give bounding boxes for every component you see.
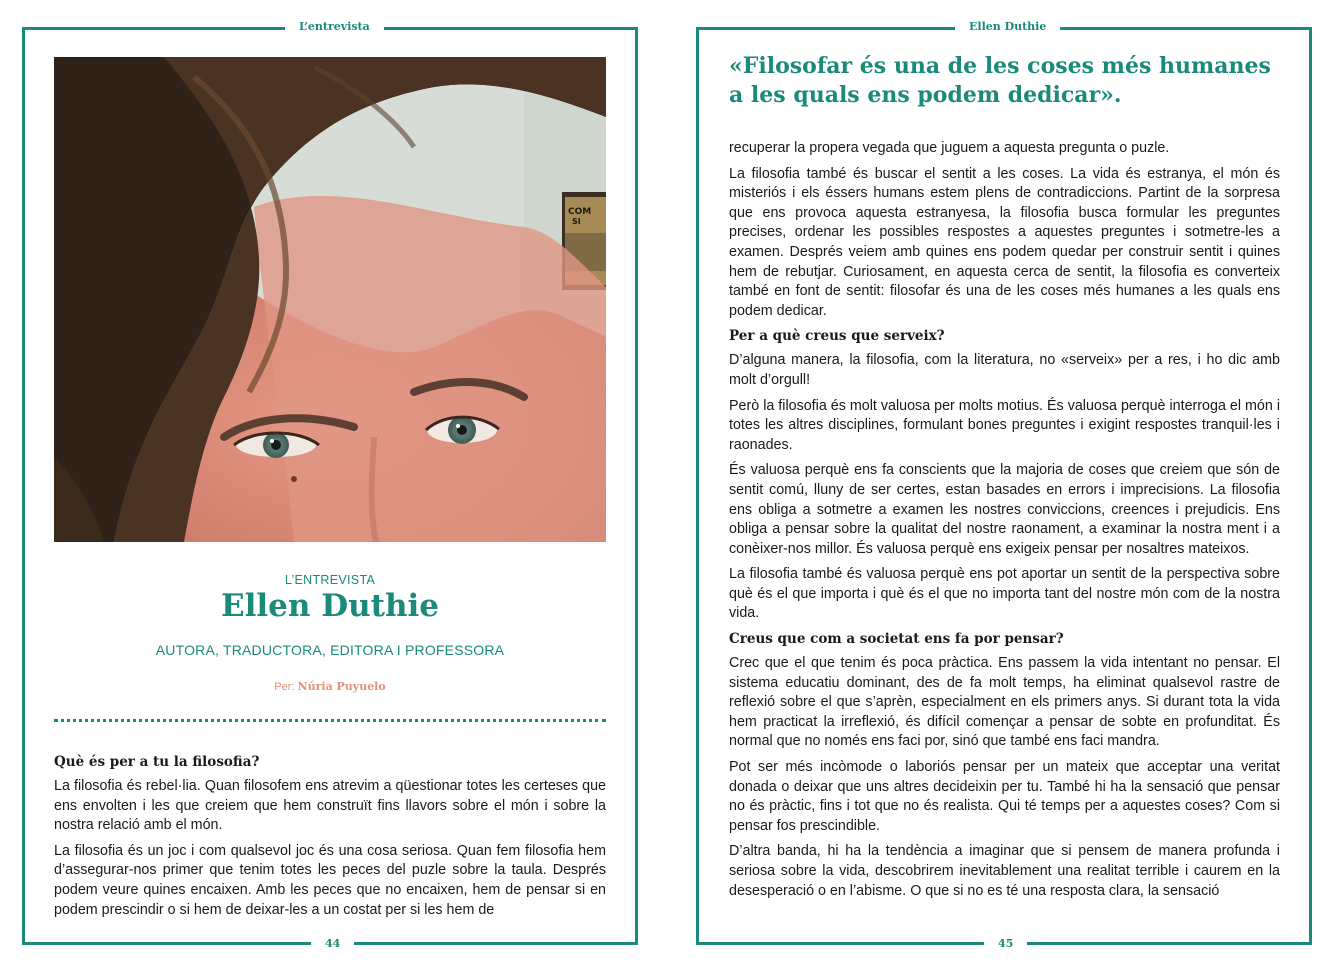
portrait-photo — [54, 57, 606, 542]
interviewee-roles: AUTORA, TRADUCTORA, EDITORA I PROFESSORA — [155, 642, 505, 658]
right-section-tab: Ellen Duthie — [955, 20, 1060, 34]
pull-quote-line-2: a les quals ens podem dedicar». — [729, 82, 1122, 108]
pull-quote-line-1: «Filosofar és una de les coses més humanes — [729, 53, 1271, 79]
interviewee-name: Ellen Duthie — [220, 588, 439, 624]
interview-answer: Crec que el que tenim és poca pràctica. Ens passem la vida intentant no pensar. El sistema educatiu dominant, des de fa molt temps, ha eliminat qualsevol rastre de reflexió sobre el que s’aprèn, especialment en els primers anys. Si durant tota la vida hem practicat la irreflexió, és difícil començar a pensar de sobte en profunditat. És normal que no només ens faci por, sinó que també ens faci mandra. — [729, 655, 1280, 750]
interview-answer: recuperar la propera vegada que juguem a aquesta pregunta o puzle. — [729, 140, 1170, 156]
dotted-divider — [54, 719, 606, 722]
interview-answer: La filosofia és un joc i com qualsevol joc és una cosa seriosa. Quan fem filosofia hem d’assegurar-nos primer que tenim totes les peces del puzle sobre la taula. Després podem veure quines encaixen. Amb les peces que no encaixen, hem de pensar si en podem prescindir o si hem de deixar-les a un costat per si les hem de — [54, 842, 606, 918]
sign-text-2: SI — [572, 217, 581, 226]
left-article-body — [54, 749, 606, 924]
interview-answer: La filosofia és rebel·lia. Quan filosofem ens atrevim a qüestionar totes les certeses que ens envolten i les que creiem que hem construït fins llavors sobre el món i sobre la nostra relació amb el món. — [54, 778, 606, 834]
interview-question: Per a què creus que serveix? — [729, 328, 945, 345]
sign-text-1: COM — [568, 207, 592, 217]
interview-question: Creus que com a societat ens fa por pensar? — [729, 631, 1064, 648]
interview-answer: La filosofia també és buscar el sentit a les coses. La vida és estranya, el món és misteriós i els éssers humans estem plens de contradiccions. Partint de la sorpresa que ens provoca aquesta estranyesa, la filosofia busca formular les preguntes precises, ordenar les possibles respostes a aquestes preguntes i sotmetre-les a examen. Després veiem amb quines ens podem quedar per construir sentit i quines hem de rebutjar. Curiosament, en aquesta cerca de sentit, la filosofia es converteix també en font de sentit: filosofar és una de les coses més humanes a les quals ens podem dedicar. — [729, 165, 1280, 319]
byline-author: Núria Puyuelo — [297, 680, 386, 693]
interview-answer: Pot ser més incòmode o laboriós pensar per un mateix que acceptar una veritat donada o deixar que uns altres decideixin per tu. També hi ha la sensació que pensar no és pràctic, fins i tot que no és realista. Qui té temps per a aquestes coses? Com si pensar fos prescindible. — [729, 759, 1280, 834]
interview-question: Què és per a tu la filosofia? — [54, 754, 260, 770]
interview-answer: És valuosa perquè ens fa conscients que la majoria de coses que creiem que són de sentit comú, lluny de ser certes, estan basades en errors i imprecisions. La filosofia ens obliga a sotmetre a examen les nostres conviccions, creences i prejudicis. Ens obliga a pensar sobre la qualitat del nostre raonament, a examinar la nostra ment i a conèixer-nos millor. És valuosa perquè ens exigeix pensar per nosaltres mateixos. — [729, 462, 1280, 557]
right-page-number: 45 — [984, 937, 1027, 951]
byline — [54, 680, 606, 693]
right-article-body — [729, 139, 1280, 924]
interview-answer: La filosofia també és valuosa perquè ens pot aportar un sentit de la perspectiva sobre què és el que importa i què és el que no importa tant del nostre món com de la nostra vida. — [729, 566, 1280, 622]
byline-prefix: Per: — [274, 681, 295, 693]
interview-answer: Però la filosofia és molt valuosa per molts motius. És valuosa perquè interroga el món i totes les altres disciplines, formulant bones preguntes i exigint respostes tranquil·les i raonades. — [729, 397, 1280, 453]
interview-answer: D’alguna manera, la filosofia, com la literatura, no «serveix» per a res, i ho dic amb molt d’orgull! — [729, 352, 1280, 388]
left-section-tab: L’entrevista — [285, 20, 384, 34]
pull-quote — [729, 52, 1279, 110]
left-page-number: 44 — [311, 937, 354, 951]
interview-kicker: L’ENTREVISTA — [284, 573, 376, 587]
interview-answer: D’altra banda, hi ha la tendència a imaginar que si pensem de manera profunda i seriosa sobre la vida, descobrirem inevitablement una realitat terrible i caurem en la desesperació o en l’abisme. O que si no es té una resposta clara, la sensació — [729, 843, 1280, 899]
